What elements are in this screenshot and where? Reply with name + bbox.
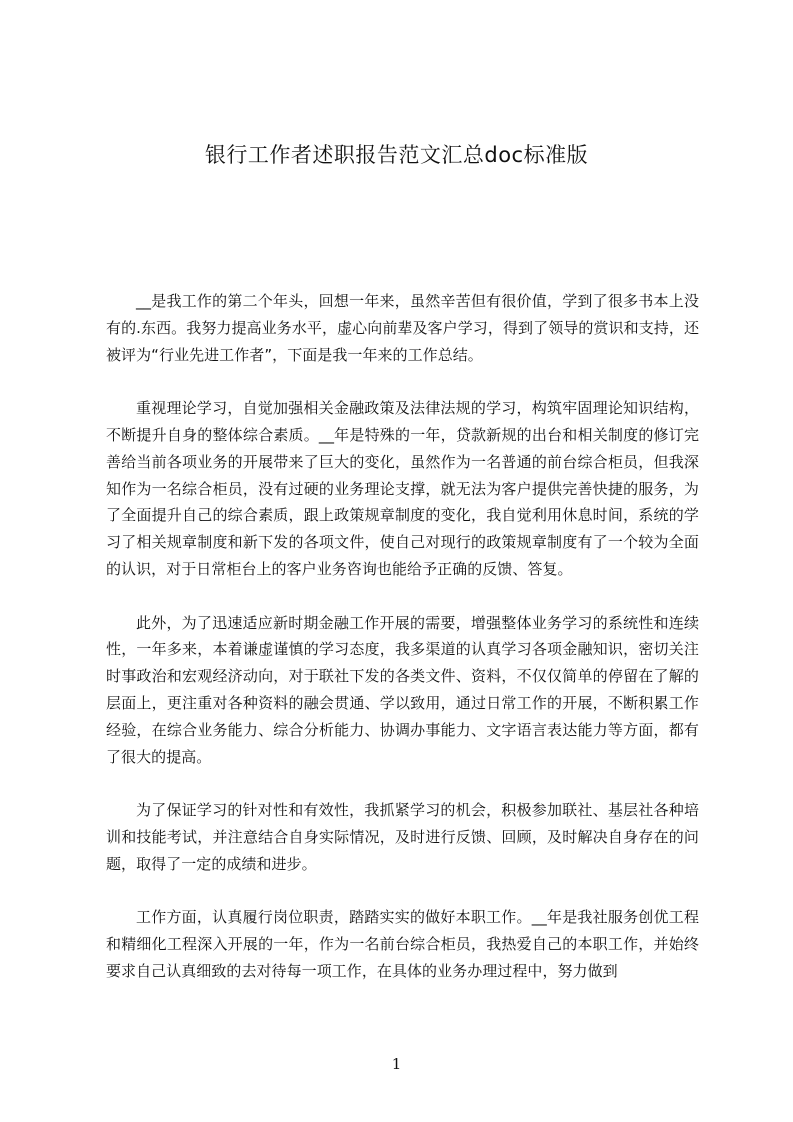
document-body	[106, 288, 699, 1012]
paragraph-2: 重视理论学习，自觉加强相关金融政策及法律法规的学习，构筑牢固理论知识结构，不断提升自身的整体综合素质。__年是特殊的一年，贷款新规的出台和相关制度的修订完善给当前各项业务的开展带来了巨大的变化，虽然作为一名普通的前台综合柜员，但我深知作为一名综合柜员，没有过硬的业务理论支撑，就无法为客户提供完善快捷的服务，为了全面提升自己的综合素质，跟上政策规章制度的变化，我自觉利用休息时间，系统的学习了相关规章制度和新下发的各项文件，使自己对现行的政策规章制度有了一个较为全面的认识，对于日常柜台上的客户业务咨询也能给予正确的反馈、答复。	[106, 399, 699, 578]
paragraph-1: __是我工作的第二个年头，回想一年来，虽然辛苦但有很价值，学到了很多书本上没有的.东西。我努力提高业务水平，虚心向前辈及客户学习，得到了领导的赏识和支持，还被评为“行业先进工作者”，下面是我一年来的工作总结。	[106, 292, 699, 364]
paragraph-5: 工作方面，认真履行岗位职责，踏踏实实的做好本职工作。__年是我社服务创优工程和精细化工程深入开展的一年，作为一名前台综合柜员，我热爱自己的本职工作，并始终要求自己认真细致的去对待每一项工作，在具体的业务办理过程中，努力做到	[106, 908, 699, 980]
paragraph-4: 为了保证学习的针对性和有效性，我抓紧学习的机会，积极参加联社、基层社各种培训和技能考试，并注意结合自身实际情况，及时进行反馈、回顾，及时解决自身存在的问题，取得了一定的成绩和进步。	[106, 801, 699, 873]
paragraph-3: 此外，为了迅速适应新时期金融工作开展的需要，增强整体业务学习的系统性和连续性，一年多来，本着谦虚谨慎的学习态度，我多渠道的认真学习各项金融知识，密切关注时事政治和宏观经济动向，对于联社下发的各类文件、资料，不仅仅简单的停留在了解的层面上，更注重对各种资料的融会贯通、学以致用，通过日常工作的开展，不断积累工作经验，在综合业务能力、综合分析能力、协调办事能力、文字语言表达能力等方面，都有了很大的提高。	[106, 613, 699, 766]
document-title: 银行工作者述职报告范文汇总doc标准版	[204, 143, 589, 167]
page-number: 1	[391, 1055, 402, 1073]
